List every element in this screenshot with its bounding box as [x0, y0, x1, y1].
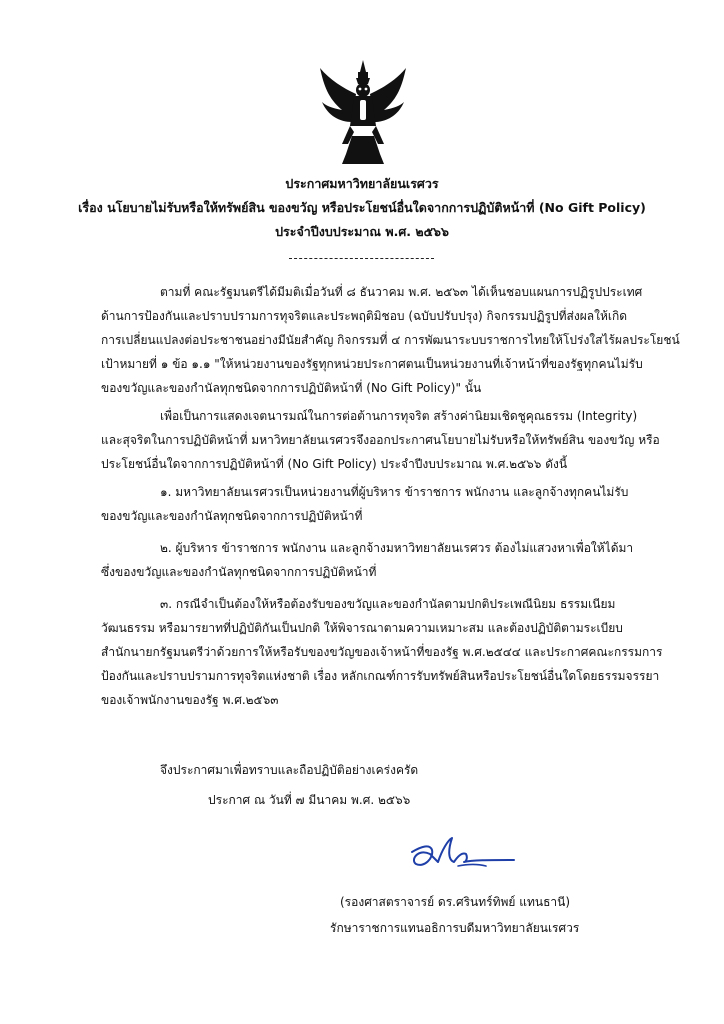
garuda-emblem-icon	[318, 58, 408, 166]
body-line: และสุจริตในการปฏิบัติหน้าที่ มหาวิทยาลัยนเรศวรจึงออกประกาศนโยบายไม่รับหรือให้ทรัพย์สิน ของขวัญ หรือ	[101, 433, 660, 447]
policy-item-2: ๒. ผู้บริหาร ข้าราชการ พนักงาน และลูกจ้างมหาวิทยาลัยนเรศวร ต้องไม่แสวงหาเพื่อให้ได้มา	[160, 541, 634, 555]
handwritten-signature	[408, 830, 518, 880]
body-line: ป้องกันและปราบปรามการทุจริตแห่งชาติ เรื่อง หลักเกณฑ์การรับทรัพย์สินหรือประโยชน์อื่นใดโดยธรรมจรรยา	[101, 669, 660, 683]
body-line: การเปลี่ยนแปลงต่อประชาชนอย่างมีนัยสำคัญ กิจกรรมที่ ๔ การพัฒนาระบบราชการไทยให้โปร่งใสไร้ผลประโยชน์	[101, 333, 680, 347]
closing-statement: จึงประกาศมาเพื่อทราบและถือปฏิบัติอย่างเคร่งครัด	[160, 763, 419, 777]
signer-title: รักษาราชการแทนอธิการบดีมหาวิทยาลัยนเรศวร	[330, 921, 580, 935]
signer-name: (รองศาสตราจารย์ ดร.ศรินทร์ทิพย์ แทนธานี)	[340, 895, 571, 909]
body-line: วัฒนธรรม หรือมารยาทที่ปฏิบัติกันเป็นปกติ ให้พิจารณาตามความเหมาะสม และต้องปฏิบัติตามระเบียบ	[101, 621, 623, 635]
body-line: ของขวัญและของกำนัลทุกชนิดจากการปฏิบัติหน้าที่	[101, 509, 363, 523]
body-line: สำนักนายกรัฐมนตรีว่าด้วยการให้หรือรับของขวัญของเจ้าหน้าที่ของรัฐ พ.ศ.๒๕๔๔ และประกาศคณะกรรมการ	[101, 645, 663, 659]
announcement-subject: เรื่อง นโยบายไม่รับหรือให้ทรัพย์สิน ของขวัญ หรือประโยชน์อื่นใดจากการปฏิบัติหน้าที่ (No Gift Policy)	[78, 200, 646, 215]
body-line: เพื่อเป็นการแสดงเจตนารมณ์ในการต่อต้านการทุจริต สร้างค่านิยมเชิดชูคุณธรรม (Integrity)	[160, 409, 638, 423]
fiscal-year-line: ประจำปีงบประมาณ พ.ศ. ๒๕๖๖	[275, 224, 449, 239]
heading-divider	[289, 258, 434, 259]
body-line: ของขวัญและของกำนัลทุกชนิดจากการปฏิบัติหน้าที่ (No Gift Policy)" นั้น	[101, 381, 482, 395]
announcement-org-title: ประกาศมหาวิทยาลัยนเรศวร	[285, 176, 439, 191]
body-line: ตามที่ คณะรัฐมนตรีได้มีมติเมื่อวันที่ ๘ ธันวาคม พ.ศ. ๒๕๖๓ ได้เห็นชอบแผนการปฏิรูปประเทศ	[160, 285, 643, 299]
body-line: เป้าหมายที่ ๑ ข้อ ๑.๑ "ให้หน่วยงานของรัฐทุกหน่วยประกาศตนเป็นหน่วยงานที่เจ้าหน้าที่ของรัฐทุกคนไม่รับ	[101, 357, 643, 371]
announcement-date: ประกาศ ณ วันที่ ๗ มีนาคม พ.ศ. ๒๕๖๖	[208, 793, 411, 807]
policy-item-1: ๑. มหาวิทยาลัยนเรศวรเป็นหน่วยงานที่ผู้บริหาร ข้าราชการ พนักงาน และลูกจ้างทุกคนไม่รับ	[160, 485, 629, 499]
body-line: ด้านการป้องกันและปราบปรามการทุจริตและประพฤติมิชอบ (ฉบับปรับปรุง) กิจกรรมปฏิรูปที่ส่งผลให้เกิด	[101, 309, 628, 323]
body-line: ประโยชน์อื่นใดจากการปฏิบัติหน้าที่ (No Gift Policy) ประจำปีงบประมาณ พ.ศ.๒๕๖๖ ดังนี้	[101, 457, 568, 471]
body-line: ซึ่งของขวัญและของกำนัลทุกชนิดจากการปฏิบัติหน้าที่	[101, 565, 377, 579]
policy-item-3: ๓. กรณีจำเป็นต้องให้หรือต้องรับของขวัญและของกำนัลตามปกติประเพณีนิยม ธรรมเนียม	[160, 597, 616, 611]
body-line: ของเจ้าพนักงานของรัฐ พ.ศ.๒๕๖๓	[101, 693, 279, 707]
